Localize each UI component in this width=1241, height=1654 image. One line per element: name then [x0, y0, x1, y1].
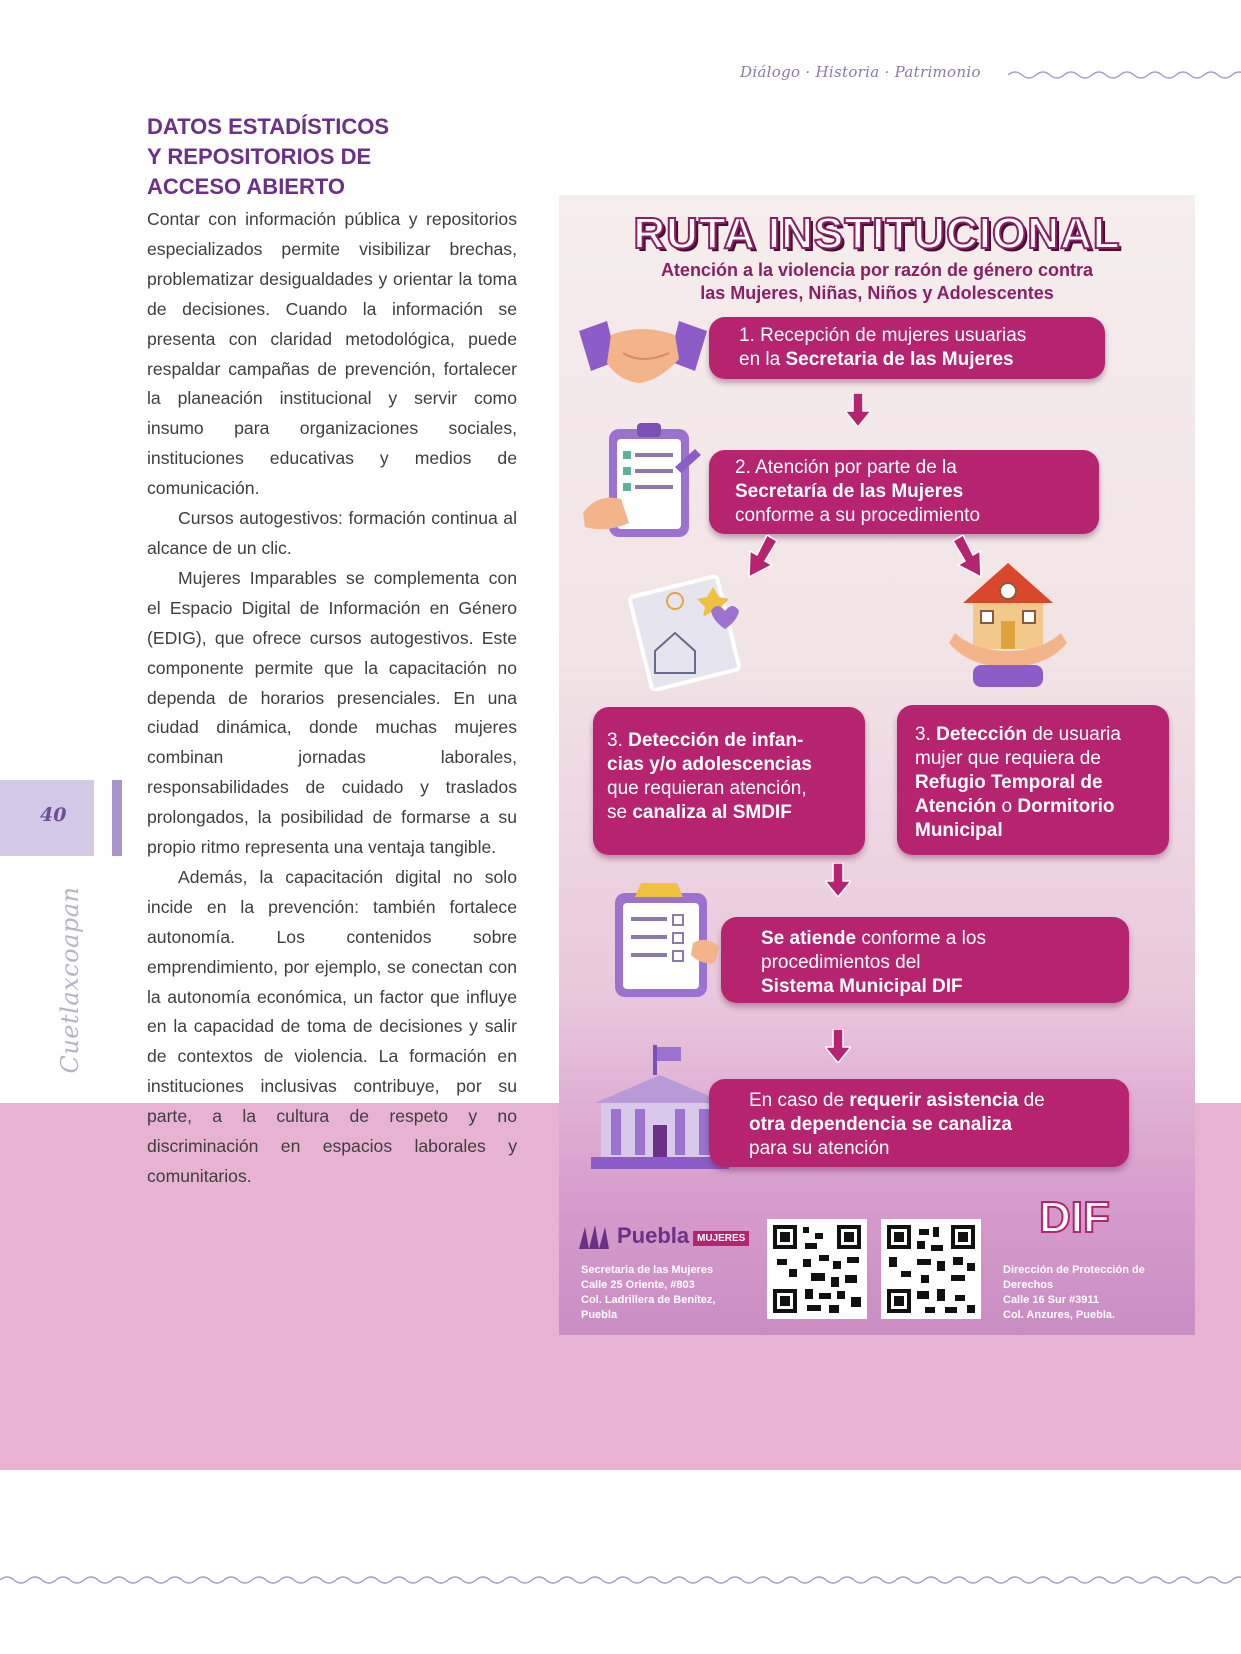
step-5-line-2: otra dependencia se canaliza — [749, 1114, 1012, 1135]
step-3b-line-4-mid: o — [996, 796, 1018, 817]
footer-right-address — [1003, 1263, 1193, 1323]
infographic-ruta-institucional — [559, 195, 1195, 1335]
clipboard-checklist-icon — [577, 417, 707, 547]
section-title-line-3: ACCESO ABIERTO — [147, 174, 346, 199]
infographic-subtitle-line-1: Atención a la violencia por razón de género contra — [660, 260, 1094, 280]
body-text — [147, 205, 517, 1192]
step-4-box — [721, 917, 1129, 1003]
dif-logo — [1039, 1193, 1129, 1253]
paragraph-4: Además, la capacitación digital no solo incide en la prevención: también fortalece autonomía. Los contenidos sobre emprendimiento, por ejemplo, se conectan con la autonomía económica, un factor que influye en la capacidad de toma de decisiones y salir de contextos de violencia. La formación en instituciones inclusivas contribuye, por su parte, a la cultura de respeto y no discriminación en espacios laborales y comunitarios. — [147, 866, 517, 1186]
step-3b-line-4b: Dormitorio — [1017, 796, 1115, 817]
paragraph-1: Contar con información pública y repositorios especializados permite visibilizar brechas, problematizar desigualdades y orientar la toma de decisiones. Cuando la información se presenta con claridad metodológica, puede respaldar campañas de prevención, fortalecer la planeación institucional y servir como insumo para organizaciones sociales, instituciones educativas y medios de comunicación. — [147, 209, 517, 499]
section-title — [147, 112, 507, 202]
mujeres-badge: MUJERES — [693, 1231, 749, 1246]
running-header: Diálogo · Historia · Patrimonio — [740, 63, 981, 81]
section-title-line-2: Y REPOSITORIOS DE — [147, 144, 372, 169]
step-3b-line-2: mujer que requiera de — [915, 748, 1101, 769]
step-3a-line-3: que requieran atención, — [607, 778, 807, 799]
step-4-line-1-bold: Se atiende — [761, 928, 857, 949]
step-3b-line-5: Municipal — [915, 820, 1003, 841]
step-2-box — [709, 450, 1099, 534]
paragraph-3: Mujeres Imparables se complementa con el Espacio Digital de Información en Género (EDIG), que ofrece cursos autogestivos. Este componente permite que la capacitación no dependa de horarios presenciales. En una ciudad dinámica, donde muchas mujeres combinan jornadas laborales, responsabilidades de cuidado y traslados prolongados, la posibilidad de formarse a su propio ritmo representa una ventaja tangible. — [147, 567, 517, 858]
step-3a-line-1: Detección de infan- — [628, 730, 804, 751]
step-3a-line-4-pre: se — [607, 802, 633, 823]
child-drawing-icon — [625, 571, 755, 691]
step-4-line-3: Sistema Municipal DIF — [761, 976, 963, 997]
step-1-line-2-bold: Secretaria de las Mujeres — [785, 349, 1014, 370]
footer-left-line-3: Col. Ladrillera de Benítez, — [581, 1294, 716, 1306]
footer-left-line-1: Secretaria de las Mujeres — [581, 1264, 714, 1276]
page-number: 40 — [40, 804, 67, 826]
paragraph-2: Cursos autogestivos: formación continua al alcance de un clic. — [147, 508, 517, 558]
step-3a-line-2: cias y/o adolescencias — [607, 754, 812, 775]
footer-left-line-2: Calle 25 Oriente, #803 — [581, 1279, 695, 1291]
header-wave-ornament — [1008, 68, 1241, 82]
step-4-line-1-rest: conforme a los — [856, 928, 986, 949]
step-2-line-3: conforme a su procedimiento — [735, 505, 981, 526]
footer-right-line-3: Calle 16 Sur #3911 — [1003, 1294, 1100, 1306]
page-number-tab — [0, 780, 94, 856]
footer-left-address — [581, 1263, 761, 1323]
footer-right-line-4: Col. Anzures, Puebla. — [1003, 1309, 1116, 1321]
qr-code-2 — [881, 1219, 981, 1319]
page-marker-bar — [112, 780, 122, 856]
puebla-logo-text: Puebla — [617, 1223, 690, 1248]
step-3b-number: 3. — [915, 724, 937, 745]
step-3b-line-4a: Atención — [915, 796, 997, 817]
arrow-down-icon — [845, 393, 871, 427]
step-1-line-2-pre: en la — [739, 349, 786, 370]
arrow-down-icon — [825, 1029, 851, 1063]
step-3b-line-1-bold: Detección — [936, 724, 1027, 745]
step-2-line-1: 2. Atención por parte de la — [735, 457, 957, 478]
house-in-hands-icon — [943, 547, 1073, 697]
step-5-line-1-bold: requerir asistencia — [849, 1090, 1019, 1111]
infographic-title: RUTA INSTITUCIONAL — [633, 209, 1121, 258]
infographic-subtitle-line-2: las Mujeres, Niñas, Niños y Adolescentes — [700, 283, 1054, 303]
step-3a-line-4-bold: canaliza al SMDIF — [632, 802, 792, 823]
infographic-subtitle — [599, 259, 1155, 305]
step-3b-line-3: Refugio Temporal de — [915, 772, 1103, 793]
qr-code-1 — [767, 1219, 867, 1319]
step-3b-line-1-rest: de usuaria — [1026, 724, 1121, 745]
step-5-line-1-pre: En caso de — [749, 1090, 850, 1111]
step-4-line-2: procedimientos del — [761, 952, 921, 973]
puebla-mujeres-logo — [577, 1221, 747, 1255]
step-2-line-2: Secretaría de las Mujeres — [735, 481, 964, 502]
side-title: Cuetlaxcoapan — [56, 886, 84, 1074]
puebla-emblem-icon — [577, 1223, 613, 1253]
checklist-icon — [601, 873, 731, 1003]
handshake-icon — [573, 313, 713, 393]
footer-wave-ornament — [0, 1573, 1241, 1587]
step-3a-number: 3. — [607, 730, 629, 751]
step-5-line-1-rest: de — [1018, 1090, 1045, 1111]
footer-right-line-1: Dirección de Protección de — [1003, 1264, 1145, 1276]
dif-logo-text: DIF — [1039, 1193, 1110, 1242]
footer-left-line-4: Puebla — [581, 1309, 618, 1321]
step-3b-box — [897, 705, 1169, 855]
step-1-box — [709, 317, 1105, 379]
section-title-line-1: DATOS ESTADÍSTICOS — [147, 114, 390, 139]
step-1-line-1: 1. Recepción de mujeres usuarias — [739, 325, 1027, 346]
arrow-down-icon — [825, 863, 851, 897]
footer-right-line-2: Derechos — [1003, 1279, 1054, 1291]
step-5-box — [709, 1079, 1129, 1167]
step-3a-box — [593, 707, 865, 855]
step-5-line-3: para su atención — [749, 1138, 890, 1159]
